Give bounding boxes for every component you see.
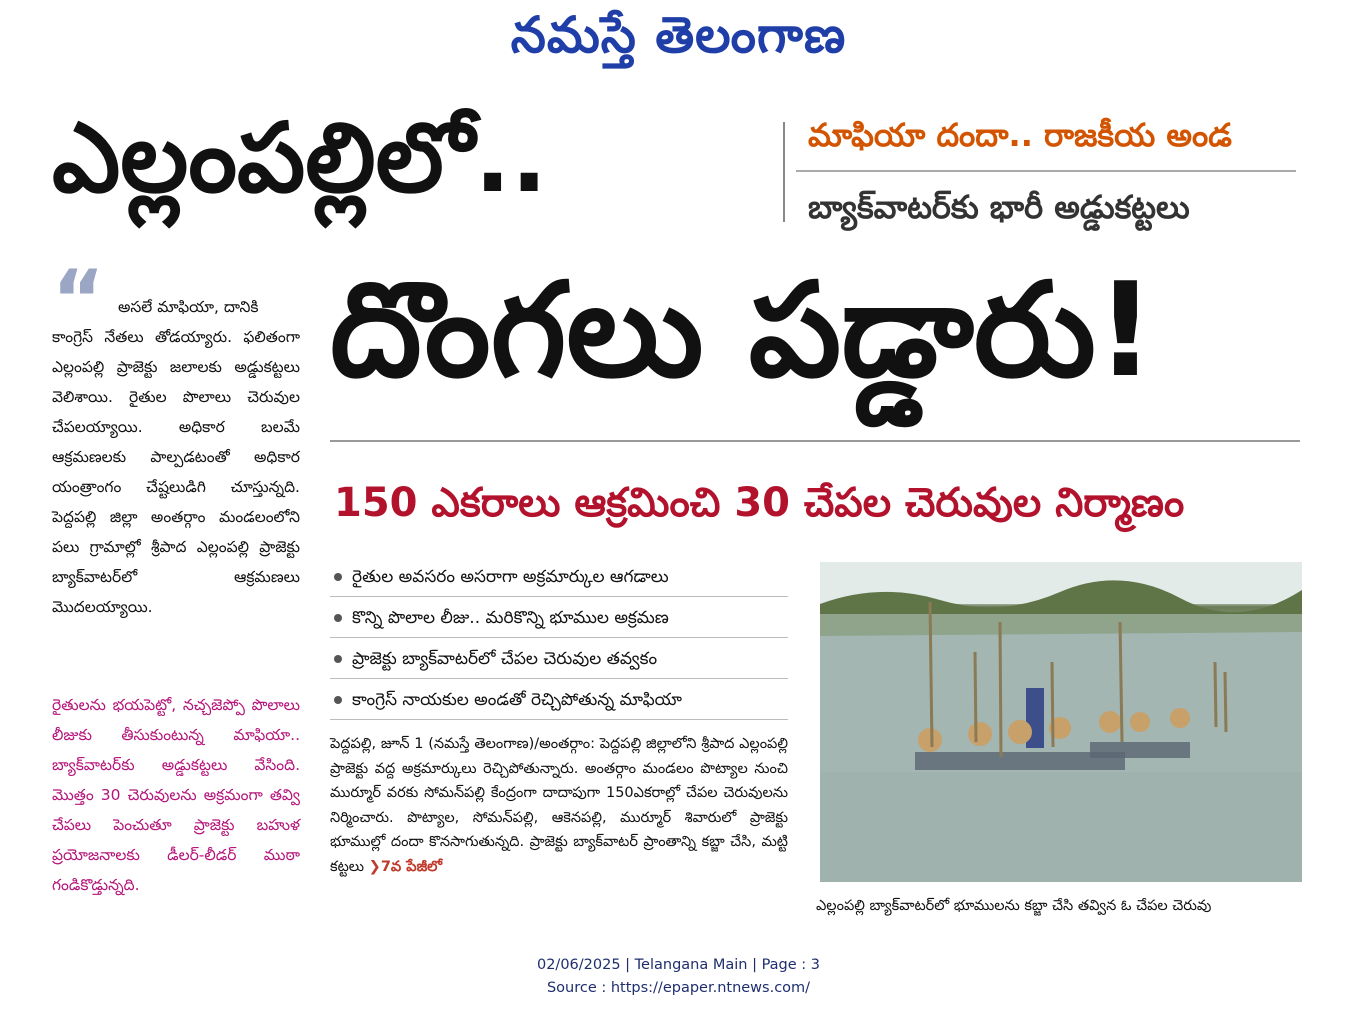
bullet-item: కాంగ్రెస్ నాయకుల అండతో రెచ్చిపోతున్న మాఫియా	[330, 683, 788, 720]
headline-rule	[330, 440, 1300, 442]
kicker-primary: మాఫియా దందా.. రాజకీయ అండ	[808, 116, 1232, 154]
subheadline: 150 ఎకరాలు ఆక్రమించి 30 చేపల చెరువుల నిర్మాణం	[334, 480, 1185, 526]
quote-mark-icon: “	[52, 253, 105, 346]
kicker-secondary: బ్యాక్‌వాటర్‌కు భారీ అడ్డుకట్టలు	[808, 188, 1190, 226]
photo-caption: ఎల్లంపల్లి బ్యాక్‌వాటర్‌లో భూములను కబ్జా చేసి తవ్విన ఓ చేపల చెరువు	[816, 898, 1212, 914]
article-photo	[820, 562, 1302, 882]
article-body-text: పెద్దపల్లి, జూన్ 1 (నమస్తే తెలంగాణ)/అంతర్గాం: పెద్దపల్లి జిల్లాలోని శ్రీపాద ఎల్లంపల్లి ప్రాజెక్టు వద్ద అక్రమార్కులు రెచ్చిపోతున్నారు. అంతర్గాం మండలం పొట్యాల నుంచి ముర్మూర్ వరకు సోమన్‌పల్లి కేంద్రంగా దాదాపుగా 150ఎకరాల్లో చేపల చెరువులను నిర్మించారు. పొట్యాల, సోమన్‌పల్లి, ఆకెనపల్లి, ముర్మూర్ శివారులో ప్రాజెక్టు భూముల్లో దందా కొనసాగుతున్నది. ప్రాజెక్టు బ్యాక్‌వాటర్ ప్రాంతాన్ని కబ్జా చేసి, మట్టి కట్టలు	[330, 736, 788, 875]
fish-pond-photo-illustration	[820, 562, 1302, 882]
quote-highlight: రైతులను భయపెట్టో, నచ్చజెప్పో పొలాలు లీజుకు తీసుకుంటున్న మాఫియా.. బ్యాక్‌వాటర్‌కు అడ్డుకట్టలు వేసింది. మొత్తం 30 చెరువులను అక్రమంగా తవ్వి చేపలు పెంచుతూ ప్రాజెక్టు బహుళ ప్రయోజనాలకు డీలర్-లీడర్ ముఠా గండికొడ్తున్నది.	[52, 696, 300, 894]
bullet-list	[330, 560, 788, 724]
headline-line-2: దొంగలు పడ్డారు!	[330, 254, 1156, 406]
bullet-item: ప్రాజెక్టు బ్యాక్‌వాటర్‌లో చేపల చెరువుల తవ్వకం	[330, 642, 788, 679]
quote-column	[52, 292, 300, 622]
continued-label: 7వ పేజీలో	[380, 858, 443, 875]
kicker-rule	[796, 170, 1296, 172]
bullet-item: కొన్ని పొలాల లీజు.. మరికొన్ని భూముల అక్రమణ	[330, 601, 788, 638]
masthead: నమస్తే తెలంగాణ	[510, 6, 847, 64]
quote-text: కాంగ్రెస్ నేతలు తోడయ్యారు. ఫలితంగా ఎల్లంపల్లి ప్రాజెక్టు జలాలకు అడ్డుకట్టలు వెలిశాయి. రైతుల పొలాలు చెరువుల చేపలయ్యాయి. అధికార బలమే ఆక్రమణలకు పాల్పడటంతో అధికార యంత్రాంగం చేష్టలుడిగి చూస్తున్నది. పెద్దపల్లి జిల్లా అంతర్గాం మండలంలోని పలు గ్రామాల్లో శ్రీపాద ఎల్లంపల్లి ప్రాజెక్టు బ్యాక్‌వాటర్‌లో ఆక్రమణలు మొదలయ్యాయి.	[52, 328, 300, 616]
bullet-item: రైతుల అవసరం అసరాగా అక్రమార్కుల ఆగడాలు	[330, 560, 788, 597]
footer-source-link[interactable]: Source : https://epaper.ntnews.com/	[546, 980, 811, 996]
kicker-divider	[783, 122, 785, 222]
footer-edition: 02/06/2025 | Telangana Main | Page : 3	[536, 957, 821, 973]
continued-link[interactable]: ❯7వ పేజీలో	[368, 858, 443, 875]
headline-line-1: ఎల్లంపల్లిలో..	[52, 102, 548, 214]
article-body	[330, 732, 788, 879]
quote-opening: అసలే మాఫియా, దానికి	[118, 298, 259, 316]
